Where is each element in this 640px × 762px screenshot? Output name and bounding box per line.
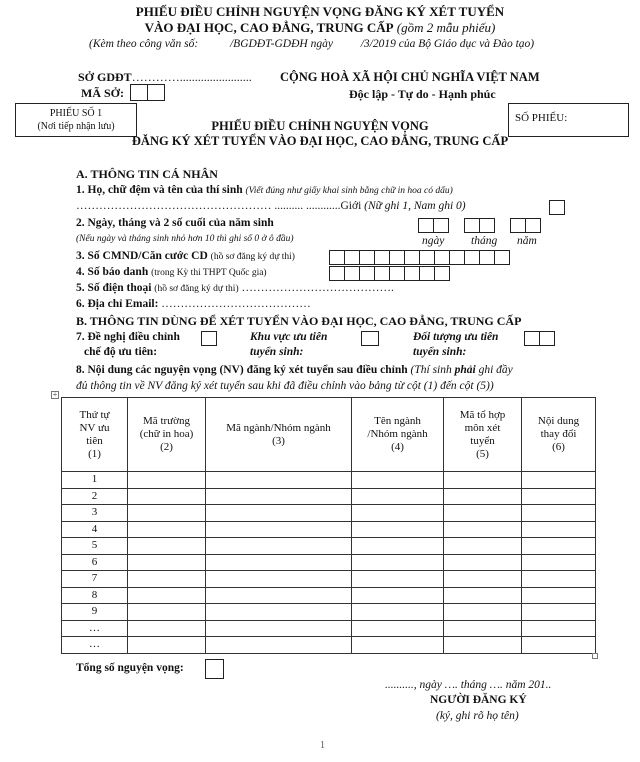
field-8-hint-phai: phải (454, 364, 476, 376)
region-label-b: tuyển sinh: (250, 346, 304, 358)
row-index-cell: 2 (62, 488, 128, 505)
object-label-a: Đối tượng ưu tiên (413, 331, 499, 343)
exam-number-boxes[interactable] (329, 266, 450, 281)
field-5-row (76, 282, 394, 294)
field-1-gender-hint: (Nữ ghi 1, Nam ghi 0) (364, 200, 466, 212)
gender-box[interactable] (549, 200, 565, 215)
row-input-cell[interactable] (444, 571, 522, 588)
field-2-hint: (Nếu ngày và tháng sinh nhỏ hơn 10 thì ghi số 0 ở ô đầu) (76, 234, 294, 244)
move-handle-icon[interactable]: + (52, 390, 58, 399)
col-header-6: Nội dung thay đổi (6) (522, 398, 596, 472)
row-input-cell[interactable] (522, 538, 596, 555)
row-input-cell[interactable] (522, 637, 596, 654)
id-number-boxes[interactable] (329, 250, 510, 265)
row-index-cell: 9 (62, 604, 128, 621)
row-input-cell[interactable] (352, 620, 444, 637)
row-input-cell[interactable] (444, 637, 522, 654)
attachment-note-c: /3/2019 của Bộ Giáo dục và Đào tạo) (360, 38, 535, 50)
page-number: 1 (320, 740, 325, 751)
header-title-line2-bold: VÀO ĐẠI HỌC, CAO ĐẲNG, TRUNG CẤP (144, 20, 394, 35)
row-input-cell[interactable] (522, 620, 596, 637)
field-1-hint: (Viết đúng như giấy khai sinh bằng chữ in hoa có dấu) (245, 186, 453, 196)
field-6-dots[interactable]: ………………………………… (161, 298, 311, 310)
table-row (62, 505, 596, 522)
table-row (62, 472, 596, 489)
row-input-cell[interactable] (522, 571, 596, 588)
row-input-cell[interactable] (522, 521, 596, 538)
field-1-row (76, 184, 453, 196)
adjust-priority-box[interactable] (201, 331, 217, 346)
row-input-cell[interactable] (206, 620, 352, 637)
row-input-cell[interactable] (128, 571, 206, 588)
row-index-cell: … (62, 637, 128, 654)
col-header-3: Mã ngành/Nhóm ngành (3) (206, 398, 352, 472)
field-5-dots[interactable]: …………………………………. (241, 282, 394, 294)
field-8-row (76, 364, 513, 376)
table-row (62, 538, 596, 555)
row-input-cell[interactable] (352, 571, 444, 588)
row-index-cell: 8 (62, 587, 128, 604)
row-input-cell[interactable] (444, 620, 522, 637)
table-row (62, 488, 596, 505)
birth-month-boxes[interactable] (464, 218, 495, 233)
motto: Độc lập - Tự do - Hạnh phúc (349, 87, 496, 101)
birth-month-label: tháng (471, 235, 498, 247)
object-label-b: tuyển sinh: (413, 346, 467, 358)
row-input-cell[interactable] (352, 637, 444, 654)
row-input-cell[interactable] (128, 587, 206, 604)
row-input-cell[interactable] (206, 571, 352, 588)
row-input-cell[interactable] (206, 538, 352, 555)
table-row (62, 637, 596, 654)
field-3-row (76, 250, 295, 262)
row-input-cell[interactable] (444, 472, 522, 489)
birth-day-label: ngày (422, 235, 445, 247)
birth-day-boxes[interactable] (418, 218, 449, 233)
resize-handle-icon[interactable] (592, 653, 598, 659)
birth-year-label: năm (517, 235, 537, 247)
row-input-cell[interactable] (444, 488, 522, 505)
field-6-label: 6. Địa chỉ Email: (76, 298, 159, 310)
object-boxes[interactable] (524, 331, 555, 346)
row-input-cell[interactable] (352, 554, 444, 571)
nv-table (61, 397, 596, 654)
row-index-cell: 1 (62, 472, 128, 489)
row-input-cell[interactable] (128, 637, 206, 654)
col-header-4: Tên ngành /Nhóm ngành (4) (352, 398, 444, 472)
row-input-cell[interactable] (206, 637, 352, 654)
table-row (62, 571, 596, 588)
field-1-name-line (76, 200, 466, 212)
row-index-cell: 7 (62, 571, 128, 588)
noi-tiep-nhan-label: (Nơi tiếp nhận lưu) (37, 121, 115, 132)
row-input-cell[interactable] (444, 604, 522, 621)
row-input-cell[interactable] (206, 488, 352, 505)
attachment-note-b: /BGDĐT-GDĐH ngày (229, 38, 333, 50)
field-8-label: 8. Nội dung các nguyện vọng (NV) đăng ký xét tuyển sau điều chỉnh (76, 364, 408, 376)
row-input-cell[interactable] (128, 488, 206, 505)
table-row (62, 587, 596, 604)
row-input-cell[interactable] (352, 538, 444, 555)
row-index-cell: 6 (62, 554, 128, 571)
form-title-line1: PHIẾU ĐIỀU CHỈNH NGUYỆN VỌNG (211, 119, 429, 133)
so-gddt-label: SỞ GDĐT (78, 70, 132, 84)
col-header-2: Mã trường (chữ in hoa) (2) (128, 398, 206, 472)
ma-so-box-1[interactable] (130, 84, 148, 101)
region-box[interactable] (361, 331, 379, 346)
table-row (62, 620, 596, 637)
table-row (62, 521, 596, 538)
header-title-line2 (0, 20, 640, 36)
row-input-cell[interactable] (522, 505, 596, 522)
field-5-hint: (hồ sơ đăng ký dự thi) (154, 284, 239, 294)
row-input-cell[interactable] (522, 488, 596, 505)
row-index-cell: 4 (62, 521, 128, 538)
row-input-cell[interactable] (128, 554, 206, 571)
row-input-cell[interactable] (128, 472, 206, 489)
row-input-cell[interactable] (522, 604, 596, 621)
col-header-5: Mã tổ hợp môn xét tuyển (5) (444, 398, 522, 472)
section-b-heading: B. THÔNG TIN DÙNG ĐỂ XÉT TUYỂN VÀO ĐẠI HỌC, CAO ĐẲNG, TRUNG CẤP (76, 314, 522, 328)
row-input-cell[interactable] (128, 521, 206, 538)
row-input-cell[interactable] (522, 472, 596, 489)
region-label-a: Khu vực ưu tiên (250, 331, 328, 343)
row-input-cell[interactable] (522, 554, 596, 571)
row-input-cell[interactable] (352, 472, 444, 489)
nation-name: CỘNG HOÀ XÃ HỘI CHỦ NGHĨA VIỆT NAM (280, 70, 540, 84)
ma-so-label: MÃ SỞ: (81, 86, 124, 100)
field-2-label: 2. Ngày, tháng và 2 số cuối của năm sinh (76, 217, 274, 229)
field-1-label: 1. Họ, chữ đệm và tên của thí sinh (76, 184, 243, 196)
row-input-cell[interactable] (444, 521, 522, 538)
table-body (62, 472, 596, 654)
field-6-row (76, 298, 311, 310)
signer-title: NGƯỜI ĐĂNG KÝ (430, 694, 527, 706)
field-8-hint-a: (Thí sinh (410, 364, 452, 376)
row-input-cell[interactable] (352, 521, 444, 538)
field-4-hint: (trong Kỳ thi THPT Quốc gia) (151, 268, 267, 278)
total-box[interactable] (205, 659, 224, 679)
table-row (62, 604, 596, 621)
so-phieu-label: SỐ PHIẾU: (515, 112, 568, 124)
row-index-cell: … (62, 620, 128, 637)
table-row (62, 554, 596, 571)
field-1-dots: …………………………………………… .......... ............Giới (76, 200, 362, 212)
signer-hint: (ký, ghi rõ họ tên) (436, 710, 519, 722)
field-4-row (76, 266, 267, 278)
so-gddt (78, 70, 252, 85)
field-4-label: 4. Số báo danh (76, 266, 149, 278)
date-line: .........., ngày …. tháng …. năm 201.. (385, 679, 552, 691)
row-input-cell[interactable] (352, 587, 444, 604)
row-input-cell[interactable] (352, 505, 444, 522)
row-index-cell: 3 (62, 505, 128, 522)
row-input-cell[interactable] (444, 505, 522, 522)
ma-so-box-2[interactable] (147, 84, 165, 101)
row-input-cell[interactable] (206, 554, 352, 571)
row-input-cell[interactable] (206, 587, 352, 604)
phieu-so-1-label: PHIẾU SỐ 1 (49, 108, 103, 119)
section-a-heading: A. THÔNG TIN CÁ NHÂN (76, 167, 218, 181)
total-label: Tổng số nguyện vọng: (76, 662, 184, 674)
row-input-cell[interactable] (444, 554, 522, 571)
field-7-label-b: chế độ ưu tiên: (84, 346, 158, 358)
row-input-cell[interactable] (206, 505, 352, 522)
field-3-hint: (hồ sơ đăng ký dự thi) (210, 252, 295, 262)
field-8-hint-b: ghi đầy (478, 364, 513, 376)
row-input-cell[interactable] (206, 604, 352, 621)
row-input-cell[interactable] (352, 488, 444, 505)
so-gddt-dots: …………........................ (131, 70, 252, 84)
row-input-cell[interactable] (128, 538, 206, 555)
row-input-cell[interactable] (352, 604, 444, 621)
row-input-cell[interactable] (206, 521, 352, 538)
row-input-cell[interactable] (128, 505, 206, 522)
field-5-label: 5. Số điện thoại (76, 282, 152, 294)
table-header-row (62, 398, 596, 472)
col-header-1: Thứ tự NV ưu tiên (1) (62, 398, 128, 472)
birth-year-boxes[interactable] (510, 218, 541, 233)
row-input-cell[interactable] (522, 587, 596, 604)
field-3-label: 3. Số CMND/Căn cước CD (76, 250, 208, 262)
row-input-cell[interactable] (444, 587, 522, 604)
field-8-hint-line2: đủ thông tin về NV đăng ký xét tuyển sau khi đã điều chỉnh vào bảng từ cột (1) đến cột (5)) (76, 380, 494, 392)
attachment-note-a: (Kèm theo công văn số: (89, 38, 199, 50)
field-7-label-a: 7. Đề nghị điều chỉnh (76, 331, 180, 343)
row-input-cell[interactable] (444, 538, 522, 555)
row-input-cell[interactable] (206, 472, 352, 489)
row-input-cell[interactable] (128, 604, 206, 621)
header-title-line2-italic: (gồm 2 mẫu phiếu) (396, 20, 496, 35)
row-input-cell[interactable] (128, 620, 206, 637)
row-index-cell: 5 (62, 538, 128, 555)
header-title-line1: PHIẾU ĐIỀU CHỈNH NGUYỆN VỌNG ĐĂNG KÝ XÉT TUYỂN (135, 4, 505, 19)
attachment-note (89, 38, 534, 50)
form-title-line2: ĐĂNG KÝ XÉT TUYỂN VÀO ĐẠI HỌC, CAO ĐẲNG, TRUNG CẤP (131, 134, 509, 148)
